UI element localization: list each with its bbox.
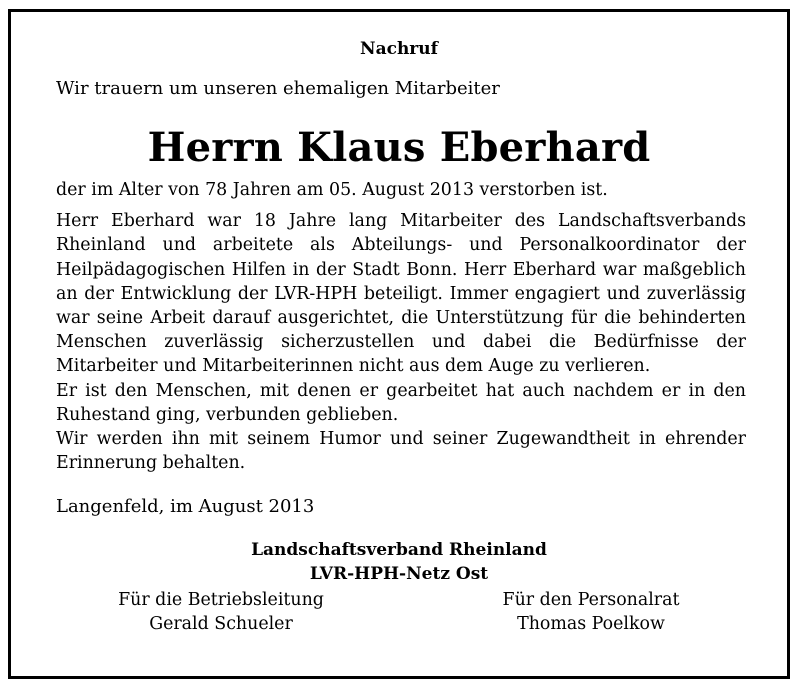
obituary-notice [8, 9, 790, 679]
signature-role: Für die Betriebsleitung [118, 590, 324, 610]
organization-name: Landschaftsverband Rheinland [251, 540, 547, 560]
organization-block [11, 538, 787, 586]
signature-block-management [71, 588, 371, 636]
death-line: der im Alter von 78 Jahren am 05. August 2013 verstorben ist. [56, 180, 608, 200]
notice-heading: Nachruf [360, 39, 438, 59]
notice-body [56, 178, 746, 475]
place-date: Langenfeld, im August 2013 [56, 496, 315, 517]
deceased-name: Herrn Klaus Eberhard [147, 124, 651, 171]
signature-block-staff-council [441, 588, 741, 636]
signature-role: Für den Personalrat [502, 590, 680, 610]
paragraph-career: Herr Eberhard war 18 Jahre lang Mitarbeiter des Landschaftsverbands Rheinland und arbeitete als Abteilungs- und Personalkoordinator der Heilpädagogischen Hilfen in der Stadt Bonn. Herr Eberhard war maßgeblich an der Entwicklung der LVR-HPH beteiligt. Immer engagiert und zuverlässig war seine Arbeit darauf ausgerichtet, die Unterstützung für die behinderten Menschen zuverlässig sicherzustellen und dabei die Bedürfnisse der Mitarbeiter und Mitarbeiterinnen nicht aus dem Auge zu verlieren. [56, 211, 746, 377]
paragraph-retirement: Er ist den Menschen, mit denen er gearbeitet hat auch nachdem er in den Ruhestand ging, verbunden geblieben. [56, 380, 746, 425]
signature-name: Thomas Poelkow [517, 614, 665, 634]
paragraph-remembrance: Wir werden ihn mit seinem Humor und seiner Zugewandtheit in ehrender Erinnerung behalten. [56, 429, 746, 474]
signature-name: Gerald Schueler [149, 614, 293, 634]
organization-unit: LVR-HPH-Netz Ost [309, 564, 489, 584]
intro-line: Wir trauern um unseren ehemaligen Mitarbeiter [56, 78, 500, 99]
